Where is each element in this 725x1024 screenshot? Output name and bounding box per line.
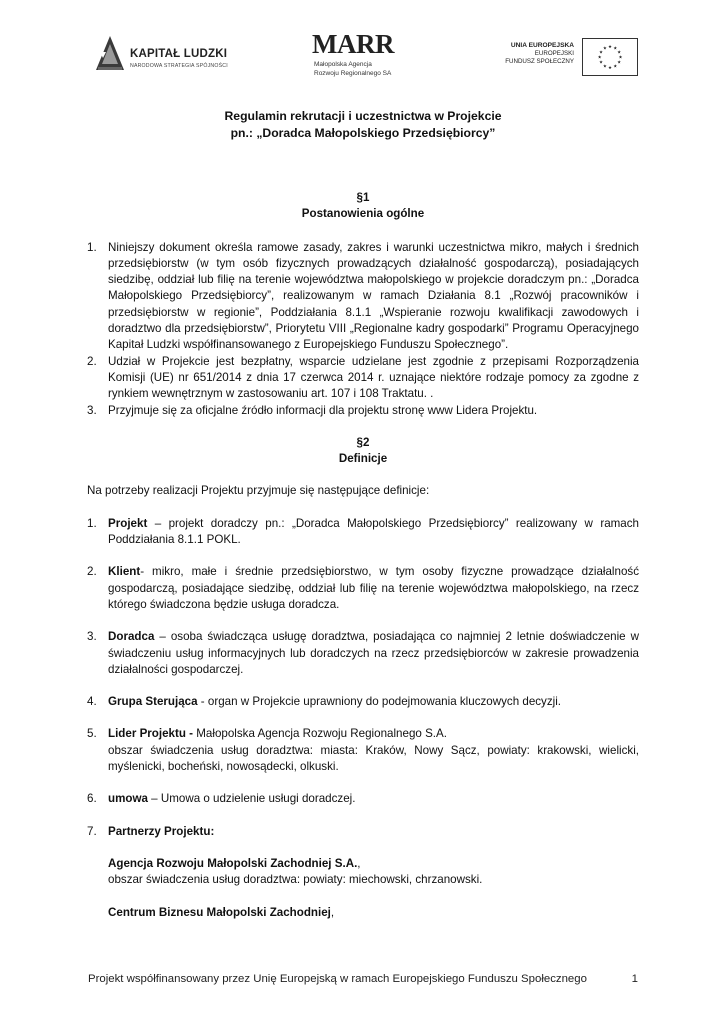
definition-term: Partnerzy Projektu: xyxy=(108,824,215,838)
eu-star-icon: ★ xyxy=(617,49,621,55)
eu-star-icon: ★ xyxy=(597,54,602,60)
definition-term: umowa xyxy=(108,792,148,806)
page-footer xyxy=(88,973,640,985)
eu-star-icon: ★ xyxy=(617,59,621,65)
section-1-number: §1 xyxy=(356,191,370,204)
list-number: 2. xyxy=(87,565,97,579)
partner-name: Centrum Biznesu Małopolski Zachodniej xyxy=(108,905,331,919)
partner-name: Agencja Rozwoju Małopolski Zachodniej S.A. xyxy=(108,856,358,870)
definition-text: - organ w Projekcie uprawniony do podejmowania kluczowych decyzji. xyxy=(197,695,562,709)
list-text: Przyjmuje się za oficjalne źródło informacji dla projektu stronę www Lidera Projektu. xyxy=(108,403,538,417)
list-number: 1. xyxy=(87,516,97,530)
eu-star-icon: ★ xyxy=(618,54,623,60)
list-item xyxy=(87,354,639,403)
definition-term: Projekt xyxy=(108,516,148,530)
definition-text: – Umowa o udzielenie usługi doradczej. xyxy=(147,792,356,806)
list-number: 1. xyxy=(87,240,97,254)
list-number: 3. xyxy=(87,403,97,417)
section-1-heading: Postanowienia ogólne xyxy=(301,207,425,221)
list-text: Niniejszy dokument określa ramowe zasady, zakres i warunki uczestnictwa mikro, małych i średnich przedsiębiorstw (w tym osób fizycznych prowadzących działalność gospodarczą), posiadających siedzibę, oddział lub filię na terenie województwa małopolskiego w projekcie doradczym pn.: „Doradca Małopolskiego Przedsiębiorcy”, realizowanym w ramach Działania 8.1 „Rozwój pracowników i przedsiębiorstw w regionie”, Poddziałania 8.1.1 „Wspieranie rozwoju kwalifikacji zawodowych i doradztwo dla przedsiębiorstw”, Priorytetu VIII „Regionalne kadry gospodarki” Programu Operacyjnego Kapitał Ludzki współfinansowanego z Europejskiego Funduszu Społecznego”. xyxy=(108,240,639,352)
kapital-ludzki-subtitle: NARODOWA STRATEGIA SPÓJNOŚCI xyxy=(130,63,228,69)
definition-item xyxy=(87,791,639,807)
eu-star-icon: ★ xyxy=(602,63,607,69)
eu-fund-text xyxy=(478,42,574,66)
section-2-intro: Na potrzeby realizacji Projektu przyjmuje się następujące definicje: xyxy=(87,484,430,498)
definition-extra: obszar świadczenia usług doradztwa: miasta: Kraków, Nowy Sącz, powiaty: krakowski, wielicki, myślenicki, bocheński, nowosądecki, olkuski. xyxy=(108,743,639,774)
definition-text: Małopolska Agencja Rozwoju Regionalnego S.A. xyxy=(193,727,447,741)
list-number: 4. xyxy=(87,695,97,709)
eu-line-3: FUNDUSZ SPOŁECZNY xyxy=(505,58,574,65)
definition-item xyxy=(87,516,639,549)
section-2-list xyxy=(87,516,639,921)
definition-item xyxy=(87,726,639,775)
definition-term: Klient xyxy=(108,565,141,579)
title-line-2: pn.: „Doradca Małopolskiego Przedsiębiorcy” xyxy=(230,126,496,140)
section-2-heading: Definicje xyxy=(338,452,388,466)
marr-line-2: Rozwoju Regionalnego SA xyxy=(314,70,392,77)
definition-term: Lider Projektu - xyxy=(108,727,194,741)
document-title xyxy=(87,108,639,142)
list-item xyxy=(87,403,639,419)
eu-star-icon: ★ xyxy=(602,45,607,51)
list-number: 6. xyxy=(87,792,97,806)
eu-star-icon: ★ xyxy=(608,64,612,70)
footer-text: Projekt współfinansowany przez Unię Europejską w ramach Europejskiego Funduszu Społecznego xyxy=(88,973,587,985)
list-number: 3. xyxy=(87,630,97,644)
definition-item xyxy=(87,824,639,840)
kapital-ludzki-logo xyxy=(94,34,244,78)
partner-area: obszar świadczenia usług doradztwa: powiaty: miechowski, chrzanowski. xyxy=(108,873,483,887)
list-text: Udział w Projekcie jest bezpłatny, wsparcie udzielane jest zgodnie z przepisami Rozporządzenia Komisji (UE) nr 651/2014 z dnia 17 czerwca 2014 r. uznające niektóre rodzaje pomocy za zgodne z rynkiem wewnętrznym w zastosowaniu art. 107 i 108 Traktatu. . xyxy=(108,354,639,401)
partner-entry xyxy=(87,905,639,921)
definition-text: - mikro, małe i średnie przedsiębiorstwo, w tym osoby fizyczne prowadzące działalność gospodarczą, posiadające siedzibę, oddział lub filię na terenie województwa małopolskiego, na rzecz którego świadczona będzie usługa doradcza. xyxy=(108,565,639,611)
kapital-ludzki-emblem-icon xyxy=(94,34,126,72)
eu-star-icon: ★ xyxy=(599,59,603,65)
list-number: 5. xyxy=(87,727,97,741)
list-item xyxy=(87,240,639,354)
marr-line-1: Małopolska Agencja xyxy=(314,61,372,68)
definition-term: Doradca xyxy=(108,630,155,644)
definition-item xyxy=(87,564,639,613)
title-line-1: Regulamin rekrutacji i uczestnictwa w Projekcie xyxy=(224,109,502,123)
eu-star-icon: ★ xyxy=(613,45,618,51)
eu-line-2: EUROPEJSKI xyxy=(534,50,574,57)
marr-wordmark: MARR xyxy=(312,29,394,59)
page-number: 1 xyxy=(631,973,638,985)
kapital-ludzki-title: KAPITAŁ LUDZKI xyxy=(130,48,228,60)
partner-entry xyxy=(87,856,639,889)
eu-star-icon: ★ xyxy=(613,63,618,69)
section-2-number: §2 xyxy=(356,435,370,449)
eu-flag-icon xyxy=(582,38,638,76)
definition-text: – projekt doradczy pn.: „Doradca Małopolskiego Przedsiębiorcy” realizowany w ramach Poddziałania 8.1.1 POKL. xyxy=(108,516,639,547)
partner-name-suffix: , xyxy=(330,905,335,919)
definition-item xyxy=(87,629,639,678)
marr-logo xyxy=(312,30,422,84)
eu-star-icon: ★ xyxy=(608,44,612,50)
partner-name-suffix: , xyxy=(357,856,361,870)
list-number: 2. xyxy=(87,354,97,368)
definition-term: Grupa Sterująca xyxy=(108,695,198,709)
document-body xyxy=(87,108,639,921)
definition-item xyxy=(87,694,639,710)
definition-text: – osoba świadcząca usługę doradztwa, posiadająca co najmniej 2 letnie doświadczenie w świadczeniu usług informacyjnych lub doradczych na rzecz przedsiębiorców w zakresie prowadzenia działalności gospodarczej. xyxy=(108,630,639,676)
eu-line-1: UNIA EUROPEJSKA xyxy=(510,42,574,49)
section-1-list xyxy=(87,240,639,419)
page-header xyxy=(0,28,725,88)
eu-star-icon: ★ xyxy=(599,49,603,55)
list-number: 7. xyxy=(87,824,97,838)
